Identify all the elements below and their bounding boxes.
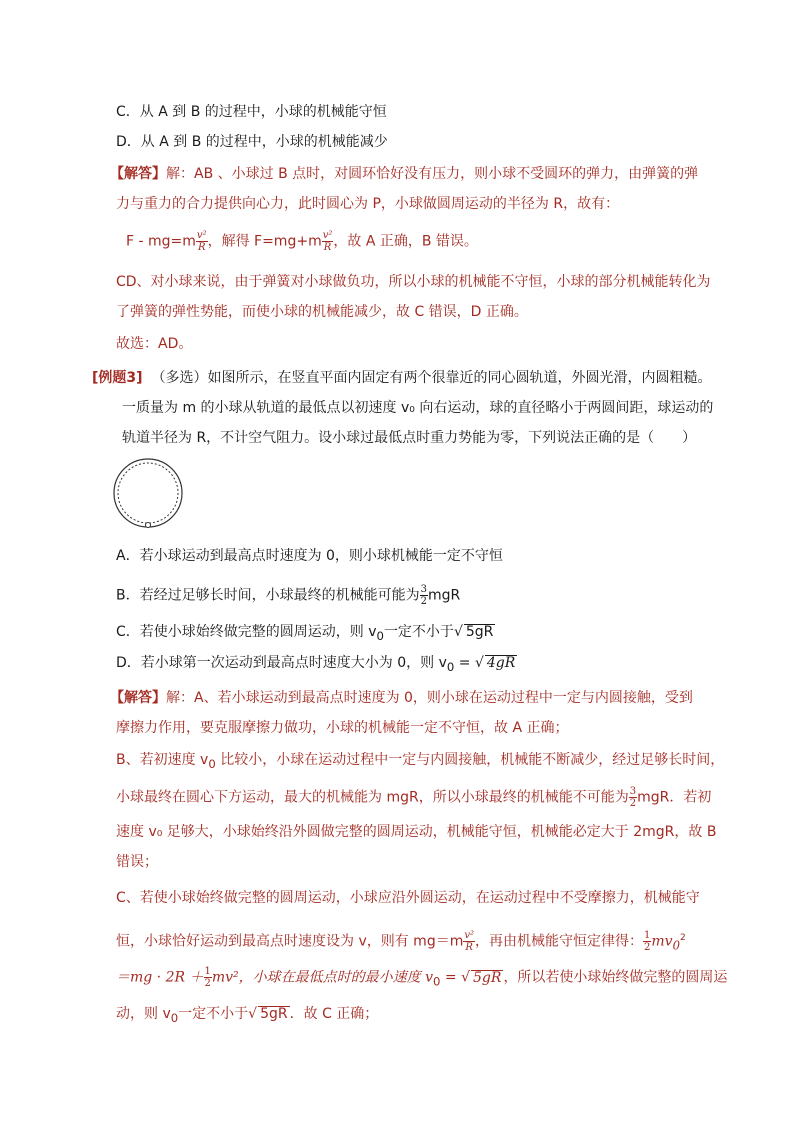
answer-block-2-line4: 小球最终在圆心下方运动，最大的机械能为 mgR，所以小球最终的机械能不可能为 $\frac{3}{2}$ mgR．若初 xyxy=(116,786,712,809)
fraction-3-2: $\frac{3}{2}$ xyxy=(420,584,427,607)
example-3-line2: 一质量为 m 的小球从轨道的最低点以初速度 v₀ 向右运动，球的直径略小于两圆间距，球运动的 xyxy=(122,400,714,416)
answer-block-1-line6: 故选：AD。 xyxy=(116,336,193,352)
answer-block-2-line1: 【解答】解：A、若小球运动到最高点时速度为 0，则小球在运动过程中一定与内圆接触，受到 xyxy=(110,690,693,706)
fraction-1-2: $\frac{1}{2}$ xyxy=(204,966,211,989)
option-d-prev: D．从 A 到 B 的过程中，小球的机械能减少 xyxy=(116,134,388,150)
fraction-1-2: $\frac{1}{2}$ xyxy=(644,930,651,954)
example-3-line1 xyxy=(92,368,711,388)
concentric-track-figure xyxy=(108,456,192,532)
eq-part-a: F - mg=m xyxy=(126,233,196,250)
example-tag: [例题3] xyxy=(92,370,143,386)
answer-block-1-equation xyxy=(126,230,478,253)
answer-block-2-line2: 摩擦力作用，要克服摩擦力做功，小球的机械能一定不守恒，故 A 正确； xyxy=(116,720,569,736)
option-c-prev: C．从 A 到 B 的过程中，小球的机械能守恒 xyxy=(116,104,387,120)
answer-block-1-line4: CD、对小球来说，由于弹簧对小球做负功，所以小球的机械能不守恒，小球的部分机械能转化为 xyxy=(116,274,711,290)
sqrt-5gR: 5gR xyxy=(260,1006,288,1022)
fraction: $\frac{\text{v²}}{R}$ xyxy=(322,230,333,253)
ball xyxy=(146,523,151,528)
option-b: B．若经过足够长时间，小球最终的机械能可能为 $\frac{3}{2}$ mgR xyxy=(116,584,461,607)
sqrt-5gR: 5gR xyxy=(473,969,502,986)
inner-circle xyxy=(118,463,178,523)
sqrt-5gR: 5gR xyxy=(465,624,494,640)
answer-block-2-line10: 动，则 $v_0$一定不小于√ 5gR ．故 C 正确； xyxy=(116,1006,379,1025)
answer-label: 【解答】 xyxy=(110,690,166,706)
fraction-3-2: $\frac{3}{2}$ xyxy=(629,786,637,809)
answer-block-2-line9: ＝mg · 2R ＋ $\frac{1}{2}$ mv²，小球在最低点时的最小速度 $v_0$ = √ 5gR ，所以若使小球始终做完整的圆周运 xyxy=(116,966,728,989)
option-a: A．若小球运动到最高点时速度为 0，则小球机械能一定不守恒 xyxy=(116,548,503,564)
outer-circle xyxy=(114,459,182,527)
answer-block-1-line2: 力与重力的合力提供向心力，此时圆心为 P，小球做圆周运动的半径为 R，故有： xyxy=(116,196,620,212)
example-3-line3: 轨道半径为 R，不计空气阻力。设小球过最低点时重力势能为零，下列说法正确的是（ ） xyxy=(122,430,697,446)
example-text: （多选）如图所示，在竖直平面内固定有两个很靠近的同心圆轨道，外圆光滑，内圆粗糙。 xyxy=(151,370,712,386)
fraction: $\frac{\text{v²}}{R}$ xyxy=(464,930,475,954)
answer-block-1-line1 xyxy=(110,164,698,184)
sqrt-4gR: 4gR xyxy=(486,655,516,671)
option-c: C．若使小球始终做完整的圆周运动，则 $v_0$一定不小于√ 5gR xyxy=(116,624,494,643)
eq-part-c: ，故 A 正确，B 错误。 xyxy=(333,233,478,250)
answer-block-1-line5: 了弹簧的弹性势能，而使小球的机械能减少，故 C 错误，D 正确。 xyxy=(116,304,528,320)
answer-block-2-line6: 错误； xyxy=(116,854,158,870)
answer-block-2-line3: B、若初速度 $v_0$ 比较小，小球在运动过程中一定与内圆接触，机械能不断减少，经过足够长时间， xyxy=(116,752,725,771)
answer-block-2-line7: C、若使小球始终做完整的圆周运动，小球应沿外圆运动，在运动过程中不受摩擦力，机械能守 xyxy=(116,890,700,906)
answer-block-2-line5: 速度 v₀ 足够大，小球始终沿外圆做完整的圆周运动，机械能守恒，机械能必定大于 2mgR，故 B xyxy=(116,824,717,840)
answer-block-2-line8: 恒，小球恰好运动到最高点时速度设为 v，则有 mg＝m $\frac{\text{v²}}{R}$ ，再由机械能守恒定律得： $\frac{1}{2}$ $mv_0^2$ xyxy=(116,930,686,954)
fraction: $\frac{\text{v²}}{R}$ xyxy=(196,230,207,253)
eq-part-b: ，解得 F=mg+m xyxy=(207,233,322,250)
answer-label: 【解答】 xyxy=(110,166,166,182)
answer-text: 解：AB 、小球过 B 点时，对圆环恰好没有压力，则小球不受圆环的弹力，由弹簧的弹 xyxy=(166,166,699,182)
option-d: D．若小球第一次运动到最高点时速度大小为 0，则 $v_0$ = √ 4gR xyxy=(116,655,516,674)
